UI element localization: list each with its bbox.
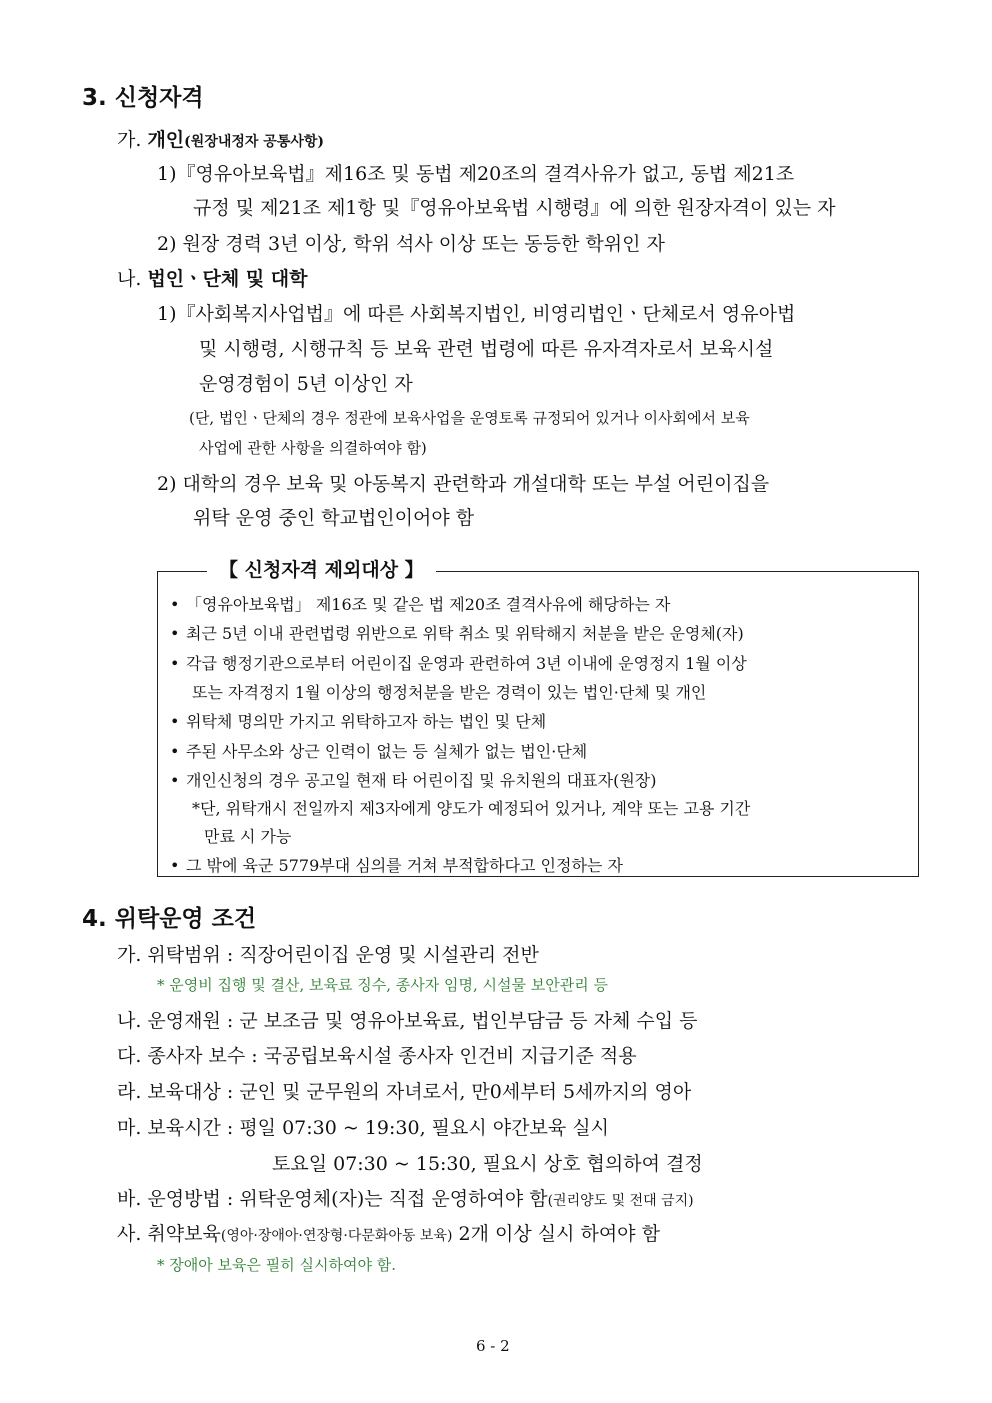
page-number: 6 - 2: [476, 1337, 510, 1355]
na-note-a: (단, 법인ㆍ단체의 경우 정관에 보육사업을 운영토록 규정되어 있거나 이사회에서 보육: [189, 409, 750, 427]
s4-sa-a: 사. 취약보육: [117, 1223, 221, 1245]
item-ga-prefix: 가.: [117, 129, 142, 151]
exclusion-item-3a-text: 각급 행정기관으로부터 어린이집 운영과 관련하여 3년 이내에 운영정지 1월 이상: [186, 654, 747, 673]
na-note-b: 사업에 관한 사항을 의결하여야 함): [199, 439, 427, 457]
s4-sa-note: * 장애아 보육은 필히 실시하여야 함.: [157, 1256, 396, 1274]
exclusion-item-4: [170, 709, 546, 732]
s4-ma-b: 토요일 07:30 ~ 15:30, 필요시 상호 협의하여 결정: [272, 1153, 703, 1175]
item-na-title: 법인ㆍ단체 및 대학: [147, 268, 308, 290]
exclusion-item-6: [170, 768, 657, 791]
item-na-heading: [117, 264, 308, 291]
ga-line-1b: 규정 및 제21조 제1항 및『영유아보육법 시행령』에 의한 원장자격이 있는 자: [193, 197, 836, 219]
item-ga-heading: [117, 125, 324, 152]
exclusion-item-6-text: 개인신청의 경우 공고일 현재 타 어린이집 및 유치원의 대표자(원장): [186, 771, 657, 790]
ga-line-1a: 1)『영유아보육법』제16조 및 동법 제20조의 결격사유가 없고, 동법 제21조: [157, 163, 795, 185]
item-na-prefix: 나.: [117, 268, 142, 290]
s4-sa: [117, 1219, 660, 1246]
exclusion-item-6-note-a: *단, 위탁개시 전일까지 제3자에게 양도가 예정되어 있거나, 계약 또는 고용 기간: [192, 799, 751, 818]
na-line-1b: 및 시행령, 시행규칙 등 보육 관련 법령에 따른 유자격자로서 보육시설: [199, 338, 774, 360]
bullet-icon: •: [170, 654, 180, 673]
exclusion-item-7-text: 그 밖에 육군 5779부대 심의를 거쳐 부적합하다고 인정하는 자: [186, 856, 623, 875]
s4-ba-small: (권리양도 및 전대 금지): [547, 1193, 694, 1209]
bullet-icon: •: [170, 742, 180, 761]
item-ga-title: 개인: [147, 129, 185, 151]
na-line-1a: 1)『사회복지사업법』에 따른 사회복지법인, 비영리법인ㆍ단체로서 영유아법: [157, 303, 796, 325]
s4-da: 다. 종사자 보수 : 국공립보육시설 종사자 인건비 지급기준 적용: [117, 1045, 637, 1067]
bullet-icon: •: [170, 712, 180, 731]
exclusion-item-5: [170, 739, 587, 762]
s4-na: 나. 운영재원 : 군 보조금 및 영유아보육료, 법인부담금 등 자체 수입 등: [117, 1010, 698, 1032]
na-line-2a: 2) 대학의 경우 보육 및 아동복지 관련학과 개설대학 또는 부설 어린이집을: [157, 473, 770, 495]
exclusion-item-2-text: 최근 5년 이내 관련법령 위반으로 위탁 취소 및 위탁해지 처분을 받은 운영체(자): [186, 624, 744, 643]
exclusion-item-4-text: 위탁체 명의만 가지고 위탁하고자 하는 법인 및 단체: [186, 712, 547, 731]
exclusion-item-3a: [170, 651, 747, 674]
exclusion-item-7: [170, 853, 623, 876]
s4-ra: 라. 보육대상 : 군인 및 군무원의 자녀로서, 만0세부터 5세까지의 영아: [117, 1081, 692, 1103]
exclusion-item-3b: 또는 자격정지 1월 이상의 행정처분을 받은 경력이 있는 법인·단체 및 개인: [192, 683, 707, 702]
bullet-icon: •: [170, 595, 180, 614]
ga-line-2: 2) 원장 경력 3년 이상, 학위 석사 이상 또는 동등한 학위인 자: [157, 233, 665, 255]
bullet-icon: •: [170, 771, 180, 790]
s4-ma-a: 마. 보육시간 : 평일 07:30 ~ 19:30, 필요시 야간보육 실시: [117, 1117, 609, 1139]
s4-ba-main: 바. 운영방법 : 위탁운영체(자)는 직접 운영하여야 함: [117, 1188, 548, 1210]
s4-ga-note: * 운영비 집행 및 결산, 보육료 징수, 종사자 임명, 시설물 보안관리 등: [157, 976, 608, 994]
exclusion-item-1-text: 「영유아보육법」 제16조 및 같은 법 제20조 결격사유에 해당하는 자: [186, 595, 671, 614]
exclusion-box-title: 【 신청자격 제외대상 】: [207, 555, 436, 582]
bullet-icon: •: [170, 624, 180, 643]
exclusion-item-1: [170, 592, 670, 615]
na-line-2b: 위탁 운영 중인 학교법인이어야 함: [193, 507, 475, 529]
s4-ga: 가. 위탁범위 : 직장어린이집 운영 및 시설관리 전반: [117, 944, 539, 966]
s4-sa-b: 2개 이상 실시 하여야 함: [458, 1223, 660, 1245]
item-ga-subtitle: (원장내정자 공통사항): [184, 134, 325, 150]
exclusion-item-6-note-b: 만료 시 가능: [204, 827, 292, 846]
exclusion-item-2: [170, 621, 744, 644]
bullet-icon: •: [170, 856, 180, 875]
na-line-1c: 운영경험이 5년 이상인 자: [199, 373, 413, 395]
s4-sa-small: (영아·장애아·연장형·다문화아동 보육): [220, 1228, 453, 1244]
section-4-heading: 4. 위탁운영 조건: [82, 906, 257, 932]
section-3-heading: 3. 신청자격: [82, 85, 204, 111]
exclusion-item-5-text: 주된 사무소와 상근 인력이 없는 등 실체가 없는 법인·단체: [186, 742, 588, 761]
s4-ba: [117, 1184, 694, 1211]
